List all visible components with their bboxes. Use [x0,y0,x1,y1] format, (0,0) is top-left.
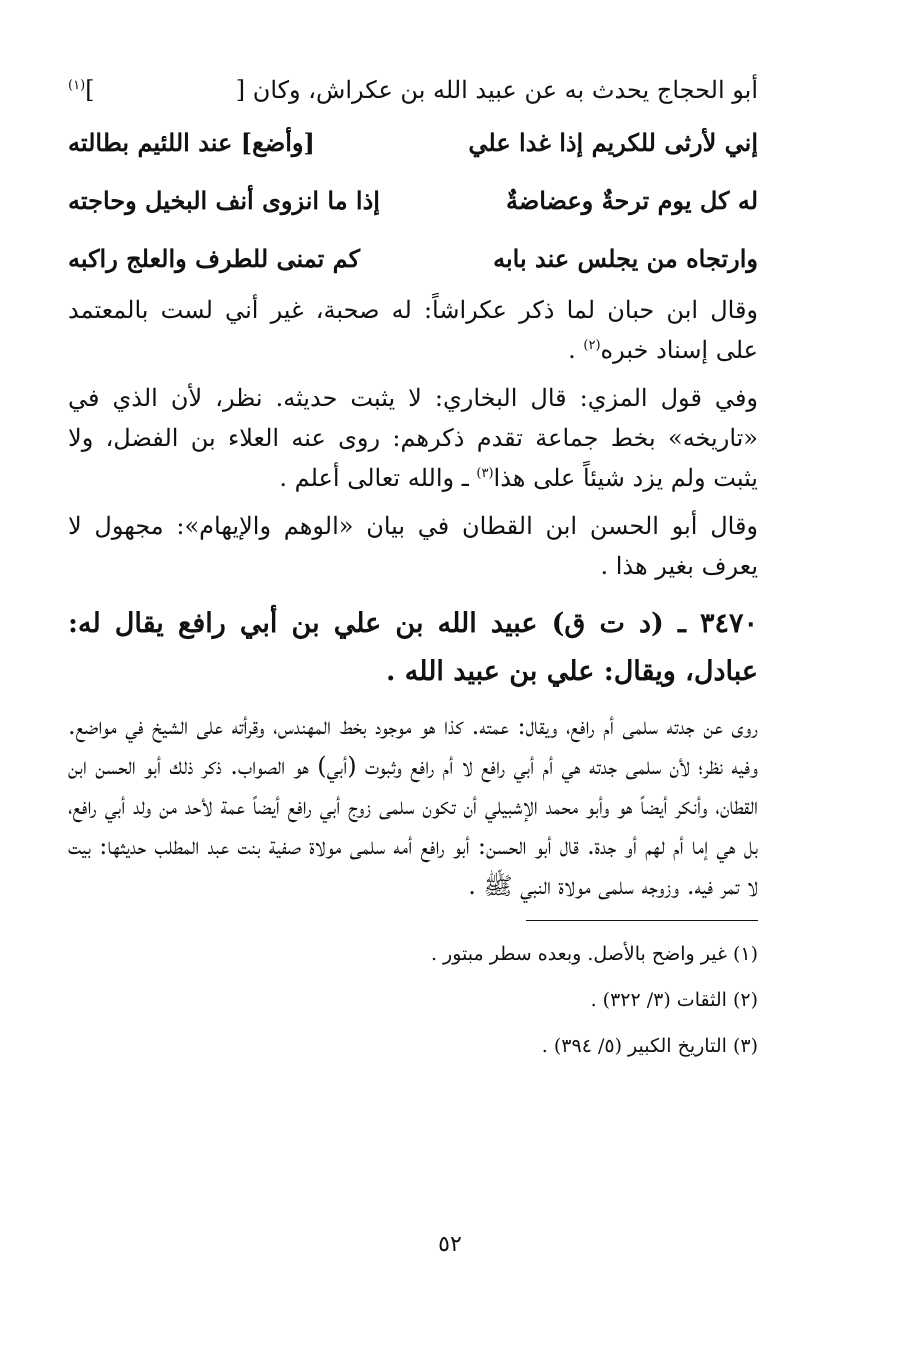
opening-bracket-footnote [68,70,95,110]
poem-verse [68,230,758,288]
verse-first-hemistich: وارتجاه من يجلس عند بابه [493,244,758,273]
paragraph-al-mizzi [68,378,758,498]
verse-first-hemistich: إني لأرثى للكريم إذا غدا علي [468,128,758,157]
paragraph-ibn-hibban [68,290,758,370]
paragraph-ibn-al-qattan [68,506,758,586]
paragraph-tail: ـ والله تعالى أعلم . [279,464,477,492]
verse-second-hemistich: كم تمنى للطرف والعلج راكبه [68,244,361,273]
paragraph-tail: . [568,336,584,364]
paragraph-text: وقال ابن حبان لما ذكر عكراشاً: له صحبة، غير أني لست بالمعتمد على إسناد خبره [68,296,758,364]
entry-heading: ٣٤٧٠ ـ (د ت ق) عبيد الله بن علي بن أبي رافع يقال له: عبادل، ويقال: علي بن عبيد الله . [68,608,758,687]
paragraph-text: وفي قول المزي: قال البخاري: لا يثبت حديثه. نظر، لأن الذي في «تاريخه» بخط جماعة تقدم ذكرهم: روى عنه العلاء بن الفضل، ولا يثبت ولم يزد شيئاً على هذا [68,384,758,492]
poem [68,114,758,288]
opening-line [68,70,758,110]
footnote-ref-2: (٢) [583,338,601,353]
page-number: ٥٢ [438,1232,462,1257]
page-body [68,70,758,1069]
verse-first-hemistich: له كل يوم ترحةٌ وعضاضةٌ [505,186,758,215]
footnote-2: (٢) الثقات (٣/ ٣٢٢) . [590,989,758,1011]
verse-second-hemistich: [وأضع] عند اللئيم بطالته [68,128,315,157]
poem-verse [68,114,758,172]
poem-verse [68,172,758,230]
footnote-ref-3: (٣) [476,466,494,481]
opening-line-text: أبو الحجاج يحدث به عن عبيد الله بن عكراش، وكان [ [235,76,758,104]
paragraph-text: وقال أبو الحسن ابن القطان في بيان «الوهم والإيهام»: مجهول لا يعرف بغير هذا . [68,512,758,580]
footnote-divider [526,920,758,921]
footnote-1: (١) غير واضح بالأصل. وبعده سطر مبتور . [430,943,758,965]
footnote-ref-1: (١) [68,78,86,93]
closing-bracket: ] [85,76,95,104]
footnote-3: (٣) التاريخ الكبير (٥/ ٣٩٤) . [541,1035,758,1057]
entry-body: روى عن جدته سلمى أم رافع، ويقال: عمته. كذا هو موجود بخط المهندس، وقرأته على الشيخ في مواضع. وفيه نظر؛ لأن سلمى جدته هي أم أبي رافع لا أم رافع وثبوت (أبي) هو الصواب. ذكر ذلك أبو الحسن ابن القطان، وأنكر أيضاً هو وأبو محمد الإشبيلي أن تكون سلمى زوج أبي رافع أيضاً عمة لأحد من ولد أبي رافع، بل هي إما أم لهم أو جدة. قال أبو الحسن: أبو رافع أمه سلمى مولاة صفية بنت عبد المطلب حديثها: بيت لا تمر فيه. وزوجه سلمى مولاة النبي ﷺ . [68,712,758,900]
verse-second-hemistich: إذا ما انزوى أنف البخيل وحاجته [68,186,380,215]
